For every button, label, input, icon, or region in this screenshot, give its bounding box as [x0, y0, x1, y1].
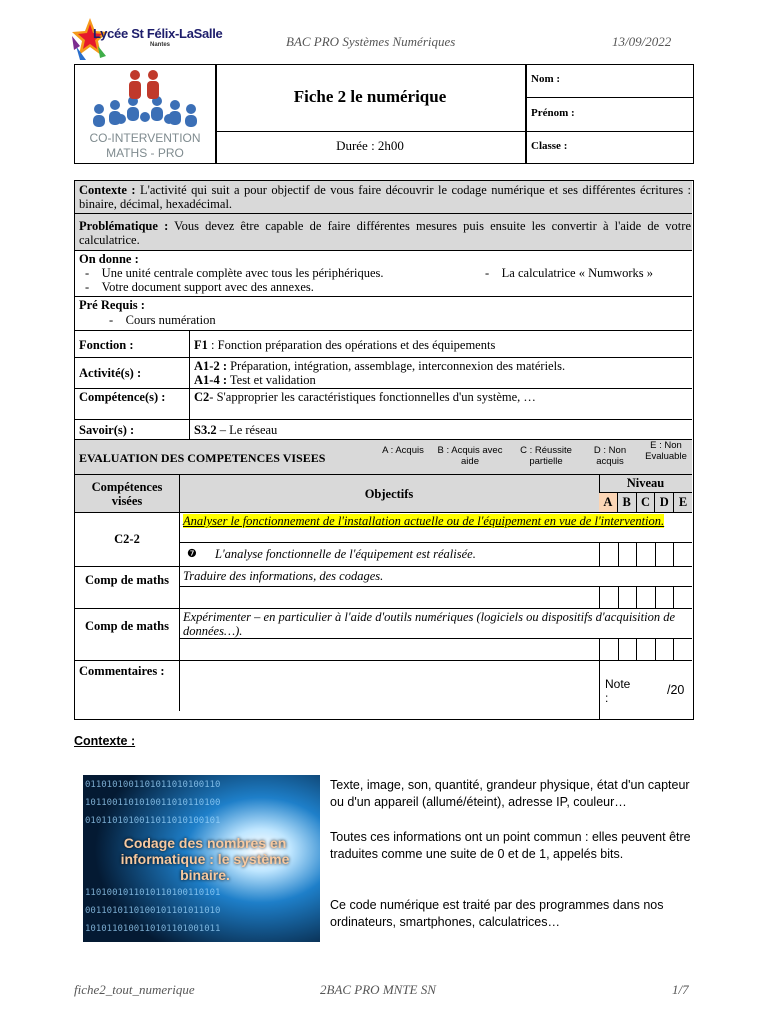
level-checkbox[interactable] — [619, 542, 638, 566]
classe-field[interactable]: Classe : — [531, 140, 568, 152]
context-paragraph-3: Ce code numérique est traité par des programmes dans nos ordinateurs, smartphones, calculatrices… — [330, 898, 664, 929]
on-donne-item: - La calculatrice « Numworks » — [485, 266, 654, 280]
level-checkbox[interactable] — [637, 638, 656, 660]
level-a: A — [599, 493, 618, 512]
footer-class: 2BAC PRO MNTE SN — [320, 982, 436, 997]
savoir-value: S3.2 – Le réseau — [194, 423, 278, 437]
context-paragraph-1: Texte, image, son, quantité, grandeur physique, état d'un capteur ou d'un appareil (allumé/éteint), adresse IP, couleur… — [330, 778, 690, 809]
duration-label: Durée : 2h00 — [336, 138, 404, 153]
on-donne-label: On donne : — [79, 252, 139, 266]
svg-text:0110101001101011010100110: 0110101001101011010100110 — [85, 780, 221, 790]
cointervention-label: CO-INTERVENTION — [89, 131, 201, 145]
svg-text:0101101010011011010100101: 0101101010011011010100101 — [85, 816, 221, 826]
row3-objective: Expérimenter – en particulier à l'aide d'outils numériques (logiciels ou dispositifs d'acquisition de données…). — [183, 610, 675, 638]
level-d: D — [655, 493, 674, 512]
comments-label: Commentaires : — [79, 664, 165, 678]
bullet-icon: ❼ — [187, 548, 197, 560]
col-objectifs: Objectifs — [364, 487, 414, 501]
row3-competence: Comp de maths — [84, 619, 170, 633]
row3-level-boxes — [599, 638, 692, 660]
prerequis-label: Pré Requis : — [79, 298, 145, 312]
col-niveau: Niveau — [626, 476, 665, 490]
level-checkbox[interactable] — [656, 542, 675, 566]
row1-objective: Analyser le fonctionnement de l'installation actuelle ou de l'équipement en vue de l'intervention. — [183, 514, 665, 528]
row1-level-boxes — [599, 542, 692, 566]
level-checkbox[interactable] — [600, 638, 619, 660]
legend-c: C : Réussite partielle — [520, 445, 572, 467]
level-checkbox[interactable] — [619, 586, 638, 608]
activite-1: A1-2 : Préparation, intégration, assemblage, interconnexion des matériels. — [194, 359, 566, 373]
context-paragraph-2: Toutes ces informations ont un point commun : elles peuvent être traduites comme une suite de 0 et de 1, appelés bits. — [330, 830, 691, 861]
on-donne-item: - Votre document support avec des annexes. — [85, 280, 314, 294]
activite-2: A1-4 : Test et validation — [194, 373, 316, 387]
svg-text:1011001101010011010110100: 1011001101010011010110100 — [85, 798, 221, 808]
footer-page-number: 1/7 — [672, 982, 689, 997]
context-heading: Contexte : — [74, 734, 136, 748]
row1-competence: C2-2 — [114, 532, 140, 546]
note-label: Note : — [605, 677, 631, 705]
svg-text:1010110100110101101001011: 1010110100110101101001011 — [85, 924, 221, 934]
binary-image — [83, 775, 320, 942]
header-date: 13/09/2022 — [612, 34, 672, 49]
level-checkbox[interactable] — [600, 586, 619, 608]
level-checkbox[interactable] — [637, 542, 656, 566]
level-checkbox[interactable] — [656, 638, 675, 660]
page-title: Fiche 2 le numérique — [293, 87, 447, 106]
competence-label: Compétence(s) : — [79, 390, 166, 404]
legend-b: B : Acquis avec aide — [437, 445, 503, 467]
legend-d: D : Non acquis — [593, 445, 627, 467]
fonction-value: F1 : Fonction préparation des opérations et des équipements — [194, 338, 496, 352]
level-checkbox[interactable] — [674, 542, 692, 566]
header-course: BAC PRO Systèmes Numériques — [286, 34, 456, 49]
svg-text:0011010110100101101011010: 0011010110100101101011010 — [85, 906, 221, 916]
level-checkbox[interactable] — [656, 586, 675, 608]
row2-competence: Comp de maths — [84, 573, 170, 587]
footer-filename: fiche2_tout_numerique — [74, 982, 195, 997]
note-value: /20 — [667, 683, 685, 697]
row1-sub-objective: L'analyse fonctionnelle de l'équipement est réalisée. — [215, 547, 476, 561]
col-competences: Compétences visées — [91, 480, 163, 508]
contexte-cell: Contexte : L'activité qui suit a pour objectif de vous faire découvrir le codage numérique et ses différentes écritures : binaire, décimal, hexadécimal. — [79, 183, 691, 211]
row2-level-boxes — [599, 586, 692, 608]
school-city: Nantes — [150, 42, 171, 48]
level-checkbox[interactable] — [600, 542, 619, 566]
nom-field[interactable]: Nom : — [531, 73, 561, 85]
competence-value: C2- S'approprier les caractéristiques fonctionnelles d'un système, … — [194, 390, 536, 404]
svg-text:1101001011010110100110101: 1101001011010110100110101 — [85, 888, 221, 898]
prerequis-item: - Cours numération — [109, 313, 216, 327]
level-checkbox[interactable] — [674, 586, 692, 608]
prenom-field[interactable]: Prénom : — [531, 107, 575, 119]
level-c: C — [637, 493, 656, 512]
problematique-cell: Problématique : Vous devez être capable de faire différentes mesures puis ensuite les convertir à l'aide de votre calculatrice. — [79, 219, 691, 247]
on-donne-item: - Une unité centrale complète avec tous les périphériques. — [85, 266, 384, 280]
fonction-label: Fonction : — [79, 338, 134, 352]
savoir-label: Savoir(s) : — [79, 423, 135, 437]
legend-e: E : Non Evaluable — [645, 440, 687, 462]
level-b: B — [618, 493, 637, 512]
level-checkbox[interactable] — [619, 638, 638, 660]
level-e: E — [678, 495, 688, 509]
image-caption: Codage des nombres en informatique : le système binaire. — [120, 835, 290, 883]
title-box — [74, 64, 694, 164]
legend-a: A : Acquis — [382, 445, 424, 456]
row2-objective: Traduire des informations, des codages. — [183, 569, 384, 583]
evaluation-title: EVALUATION DES COMPETENCES VISEES — [79, 451, 326, 465]
maths-pro-label: MATHS - PRO — [106, 146, 184, 160]
level-checkbox[interactable] — [637, 586, 656, 608]
level-header — [599, 493, 692, 512]
activite-label: Activité(s) : — [79, 366, 142, 380]
people-group-icon — [87, 69, 205, 131]
activity-table — [74, 180, 694, 720]
school-name: Lycée St Félix-LaSalle — [93, 26, 223, 41]
level-checkbox[interactable] — [674, 638, 692, 660]
